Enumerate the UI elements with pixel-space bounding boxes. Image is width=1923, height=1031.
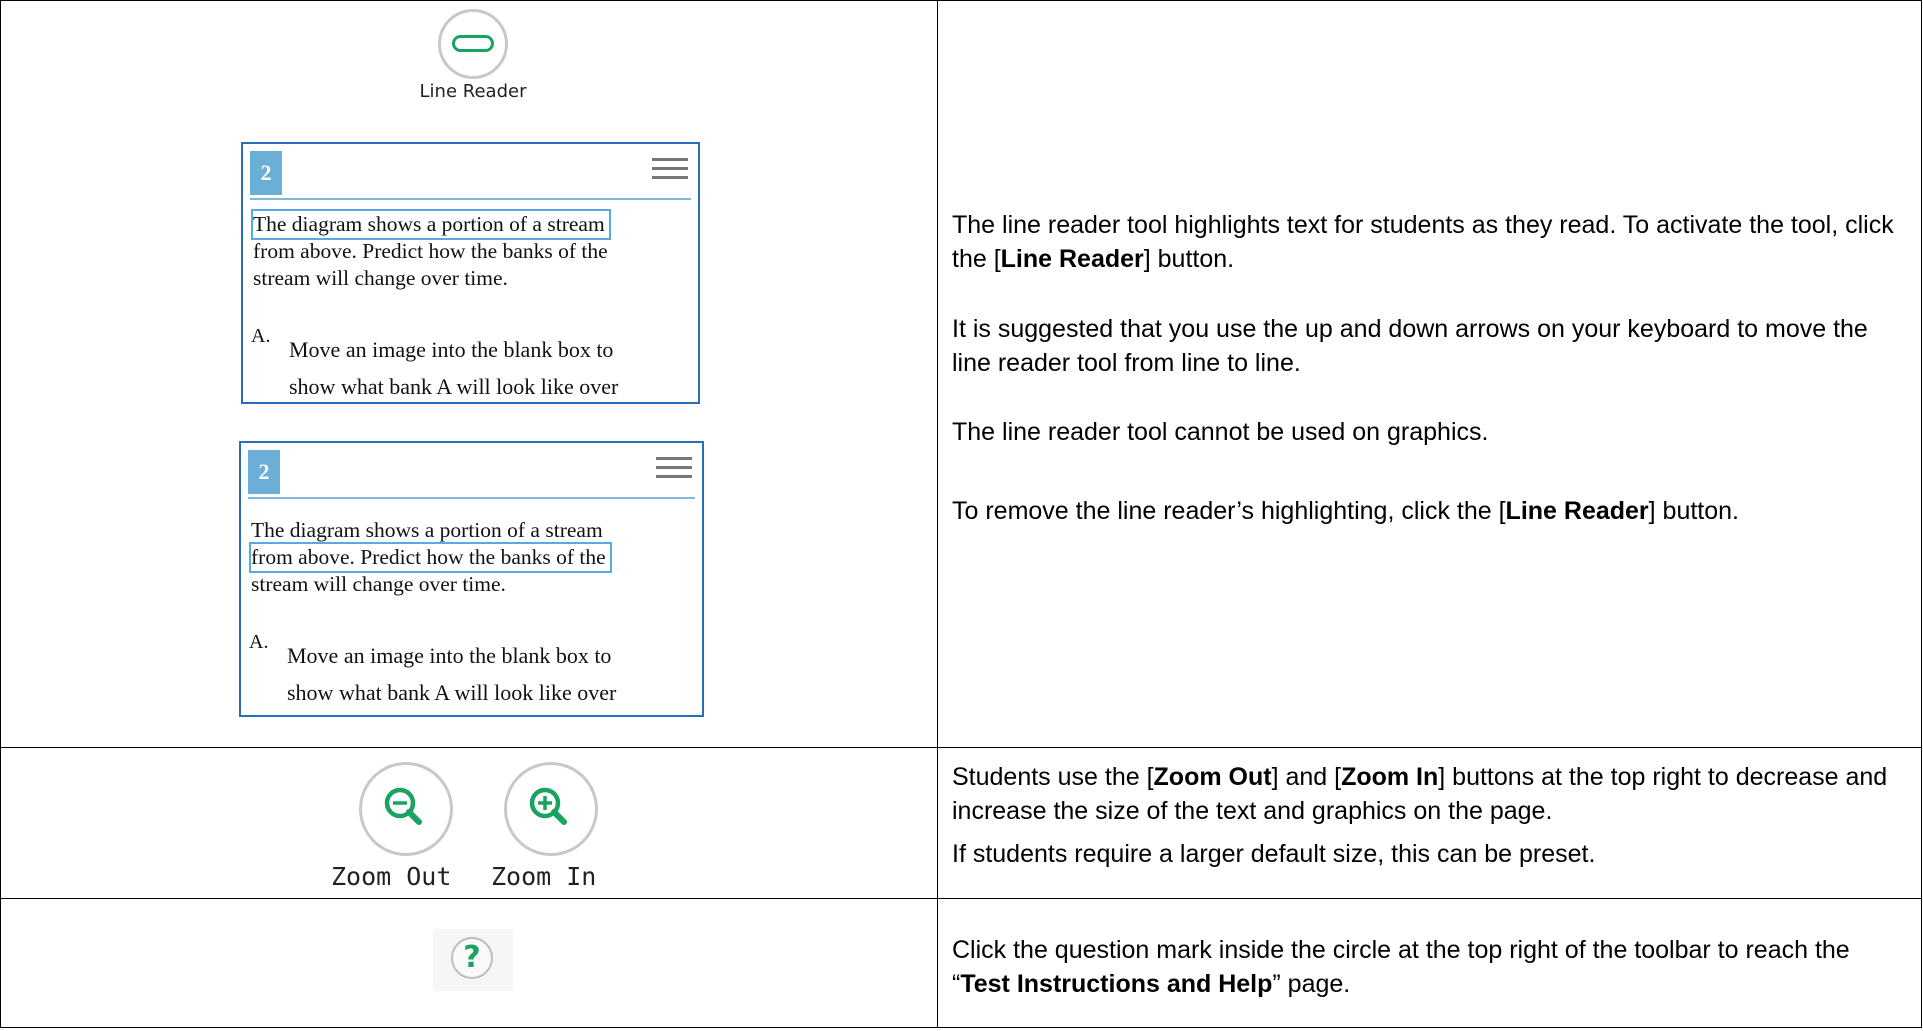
stem-line: The diagram shows a portion of a stream <box>251 518 603 542</box>
line-reader-description-cell <box>938 1 1922 748</box>
item-preview-line2-highlight <box>239 441 704 717</box>
help-page-term: Test Instructions and Help <box>960 970 1273 998</box>
line-reader-visual-cell <box>1 1 938 748</box>
item-number: 2 <box>248 450 280 494</box>
help-button[interactable] <box>433 929 513 991</box>
zoom-para-1: Students use the [Zoom Out] and [Zoom In] buttons at the top right to decrease and increase the size of the text and graphics on the page. <box>952 763 1888 825</box>
hamburger-menu-icon[interactable] <box>652 158 688 185</box>
stem-line: stream will change over time. <box>253 266 508 290</box>
line-reader-icon <box>452 35 494 52</box>
item-divider <box>248 497 695 499</box>
option-text <box>289 331 618 404</box>
line-reader-highlight: The diagram shows a portion of a stream <box>253 211 609 238</box>
zoom-in-button[interactable] <box>504 762 598 856</box>
zoom-out-button[interactable] <box>359 762 453 856</box>
line-reader-button[interactable] <box>438 9 508 79</box>
item-number: 2 <box>250 151 282 195</box>
item-divider <box>250 198 691 200</box>
option-letter: A. <box>249 631 269 653</box>
item-stem <box>251 211 609 292</box>
help-question-glyph: ? <box>463 940 481 975</box>
zoom-in-icon <box>507 765 595 853</box>
line-reader-para-1: The line reader tool highlights text for students as they read. To activate the tool, click the [Line Reader] button. <box>952 211 1894 273</box>
line-reader-row <box>1 1 1922 748</box>
item-preview-line1-highlight <box>241 142 700 404</box>
zoom-in-caption: Zoom In <box>491 862 597 891</box>
zoom-para-2: If students require a larger default size, this can be preset. <box>952 840 1596 868</box>
line-reader-term: Line Reader <box>1505 497 1649 525</box>
line-reader-para-4: To remove the line reader’s highlighting, click the [Line Reader] button. <box>952 497 1740 525</box>
option-line: Move an image into the blank box to <box>287 643 612 668</box>
zoom-out-caption: Zoom Out <box>331 862 452 891</box>
stem-line: stream will change over time. <box>251 572 506 596</box>
zoom-visual-cell <box>1 748 938 899</box>
zoom-out-term: Zoom Out <box>1153 763 1272 791</box>
stem-line: from above. Predict how the banks of the <box>253 239 608 263</box>
option-line: show what bank A will look like over <box>287 680 617 705</box>
line-reader-para-3: The line reader tool cannot be used on graphics. <box>952 418 1489 446</box>
line-reader-highlight: from above. Predict how the banks of the <box>251 544 610 571</box>
help-question-icon <box>451 937 493 979</box>
option-text <box>287 637 616 711</box>
option-line: Move an image into the blank box to <box>289 337 614 362</box>
option-line: show what bank A will look like over <box>289 374 619 399</box>
line-reader-term: Line Reader <box>1000 245 1144 273</box>
zoom-row <box>1 748 1922 899</box>
zoom-in-term: Zoom In <box>1341 763 1439 791</box>
hamburger-menu-icon[interactable] <box>656 457 692 484</box>
zoom-out-icon <box>362 765 450 853</box>
help-para-1: Click the question mark inside the circle at the top right of the toolbar to reach the “Test Instructions and Help” page. <box>952 936 1850 998</box>
zoom-description-cell <box>938 748 1922 899</box>
option-letter: A. <box>251 325 271 347</box>
item-stem <box>249 517 610 598</box>
help-description-cell <box>938 899 1922 1028</box>
line-reader-para-2: It is suggested that you use the up and down arrows on your keyboard to move the line reader tool from line to line. <box>952 315 1868 377</box>
help-visual-cell <box>1 899 938 1028</box>
line-reader-caption: Line Reader <box>419 81 527 102</box>
help-row <box>1 899 1922 1028</box>
